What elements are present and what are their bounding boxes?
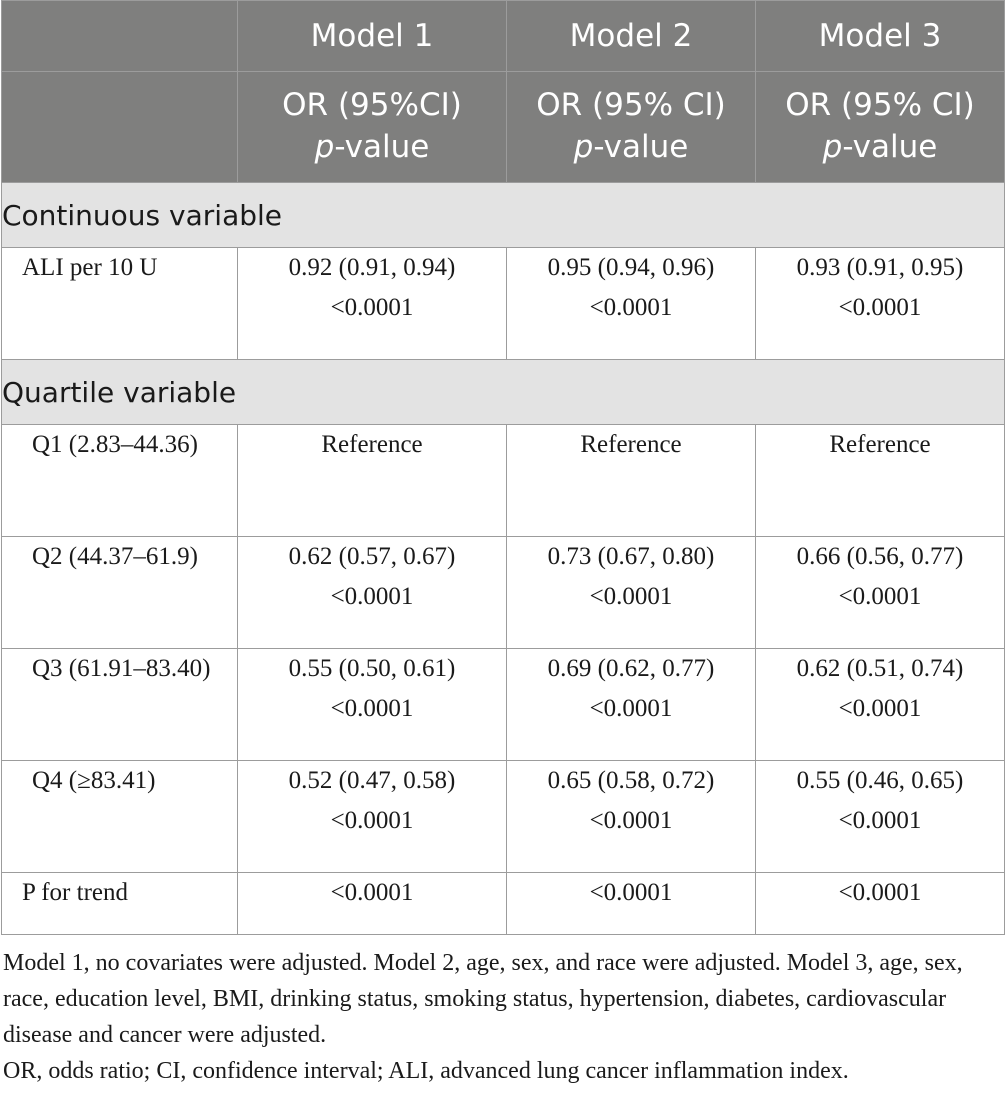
row-label: Q1 (2.83–44.36) [2,425,238,537]
p-value: <0.0001 [589,879,673,906]
p-value: <0.0001 [330,695,414,722]
p-value: <0.0001 [838,695,922,722]
p-value: <0.0001 [589,807,673,834]
section-title-quartile: Quartile variable [2,360,1005,425]
p-rest: -value [842,129,938,165]
or-value: 0.73 (0.67, 0.80) [547,543,715,570]
cell-model-1 [238,649,507,761]
cell-model-1 [238,248,507,360]
footnote-abbreviations: OR, odds ratio; CI, confidence interval; ALI, advanced lung cancer inflammation index. [3,1058,849,1084]
p-value: <0.0001 [589,294,673,321]
p-value: <0.0001 [330,807,414,834]
header-row-stats [2,72,1005,183]
or-value: 0.62 (0.57, 0.67) [288,543,456,570]
or-value: 0.55 (0.50, 0.61) [288,655,456,682]
table-row-q4 [2,761,1005,873]
cell-model-1 [238,425,507,537]
p-value: <0.0001 [838,583,922,610]
cell-model-2 [507,537,756,649]
header-stat-model-3 [756,72,1005,183]
p-value: <0.0001 [330,879,414,906]
table-row-q3 [2,649,1005,761]
table-footnotes [3,945,993,1089]
section-row-quartile [2,360,1005,425]
or-value: 0.92 (0.91, 0.94) [288,254,456,281]
cell-model-2 [507,649,756,761]
p-rest: -value [334,129,430,165]
header-p-value-label [238,126,506,168]
table-row-q2 [2,537,1005,649]
p-rest: -value [593,129,689,165]
or-value: 0.62 (0.51, 0.74) [796,655,964,682]
p-value: <0.0001 [838,879,922,906]
p-italic: p [573,129,594,165]
section-row-continuous [2,183,1005,248]
cell-model-3 [756,873,1005,935]
header-p-value-label [756,126,1004,168]
cell-model-3 [756,761,1005,873]
or-value: 0.69 (0.62, 0.77) [547,655,715,682]
cell-model-1 [238,537,507,649]
table-row-ali [2,248,1005,360]
header-or-ci-label: OR (95% CI) [785,87,975,123]
cell-model-3 [756,537,1005,649]
or-value: 0.93 (0.91, 0.95) [796,254,964,281]
cell-model-3 [756,425,1005,537]
cell-model-1 [238,873,507,935]
cell-model-2 [507,425,756,537]
odds-ratio-table [1,0,1005,935]
table-row-q1 [2,425,1005,537]
cell-model-2 [507,248,756,360]
header-stat-model-2 [507,72,756,183]
p-italic: p [822,129,843,165]
p-value: <0.0001 [589,695,673,722]
cell-model-3 [756,248,1005,360]
cell-model-2 [507,873,756,935]
p-value: <0.0001 [838,807,922,834]
p-italic: p [314,129,335,165]
header-or-ci-label: OR (95%CI) [282,87,462,123]
or-value: 0.66 (0.56, 0.77) [796,543,964,570]
header-model-3: Model 3 [756,1,1005,72]
row-label: Q3 (61.91–83.40) [2,649,238,761]
p-value: <0.0001 [330,583,414,610]
or-value: Reference [829,431,931,458]
p-value: <0.0001 [589,583,673,610]
cell-model-3 [756,649,1005,761]
row-label: Q2 (44.37–61.9) [2,537,238,649]
header-or-ci-label: OR (95% CI) [536,87,726,123]
cell-model-2 [507,761,756,873]
cell-model-1 [238,761,507,873]
or-value: 0.55 (0.46, 0.65) [796,767,964,794]
row-label: ALI per 10 U [2,248,238,360]
header-model-2: Model 2 [507,1,756,72]
p-value: <0.0001 [330,294,414,321]
header-row-models [2,1,1005,72]
or-value: 0.65 (0.58, 0.72) [547,767,715,794]
footnote-models: Model 1, no covariates were adjusted. Model 2, age, sex, and race were adjusted. Model 3, age, sex, race, education level, BMI, drinking status, smoking status, hypertension, diabetes, cardiovascular disease and cancer were adjusted. [3,950,963,1048]
or-value: 0.52 (0.47, 0.58) [288,767,456,794]
section-title-continuous: Continuous variable [2,183,1005,248]
header-model-1: Model 1 [238,1,507,72]
or-value: Reference [580,431,682,458]
row-label: P for trend [2,873,238,935]
or-value: 0.95 (0.94, 0.96) [547,254,715,281]
header-empty-cell [2,1,238,72]
header-stat-model-1 [238,72,507,183]
header-p-value-label [507,126,755,168]
header-empty-cell-2 [2,72,238,183]
table-row-trend [2,873,1005,935]
row-label: Q4 (≥83.41) [2,761,238,873]
or-value: Reference [321,431,423,458]
p-value: <0.0001 [838,294,922,321]
